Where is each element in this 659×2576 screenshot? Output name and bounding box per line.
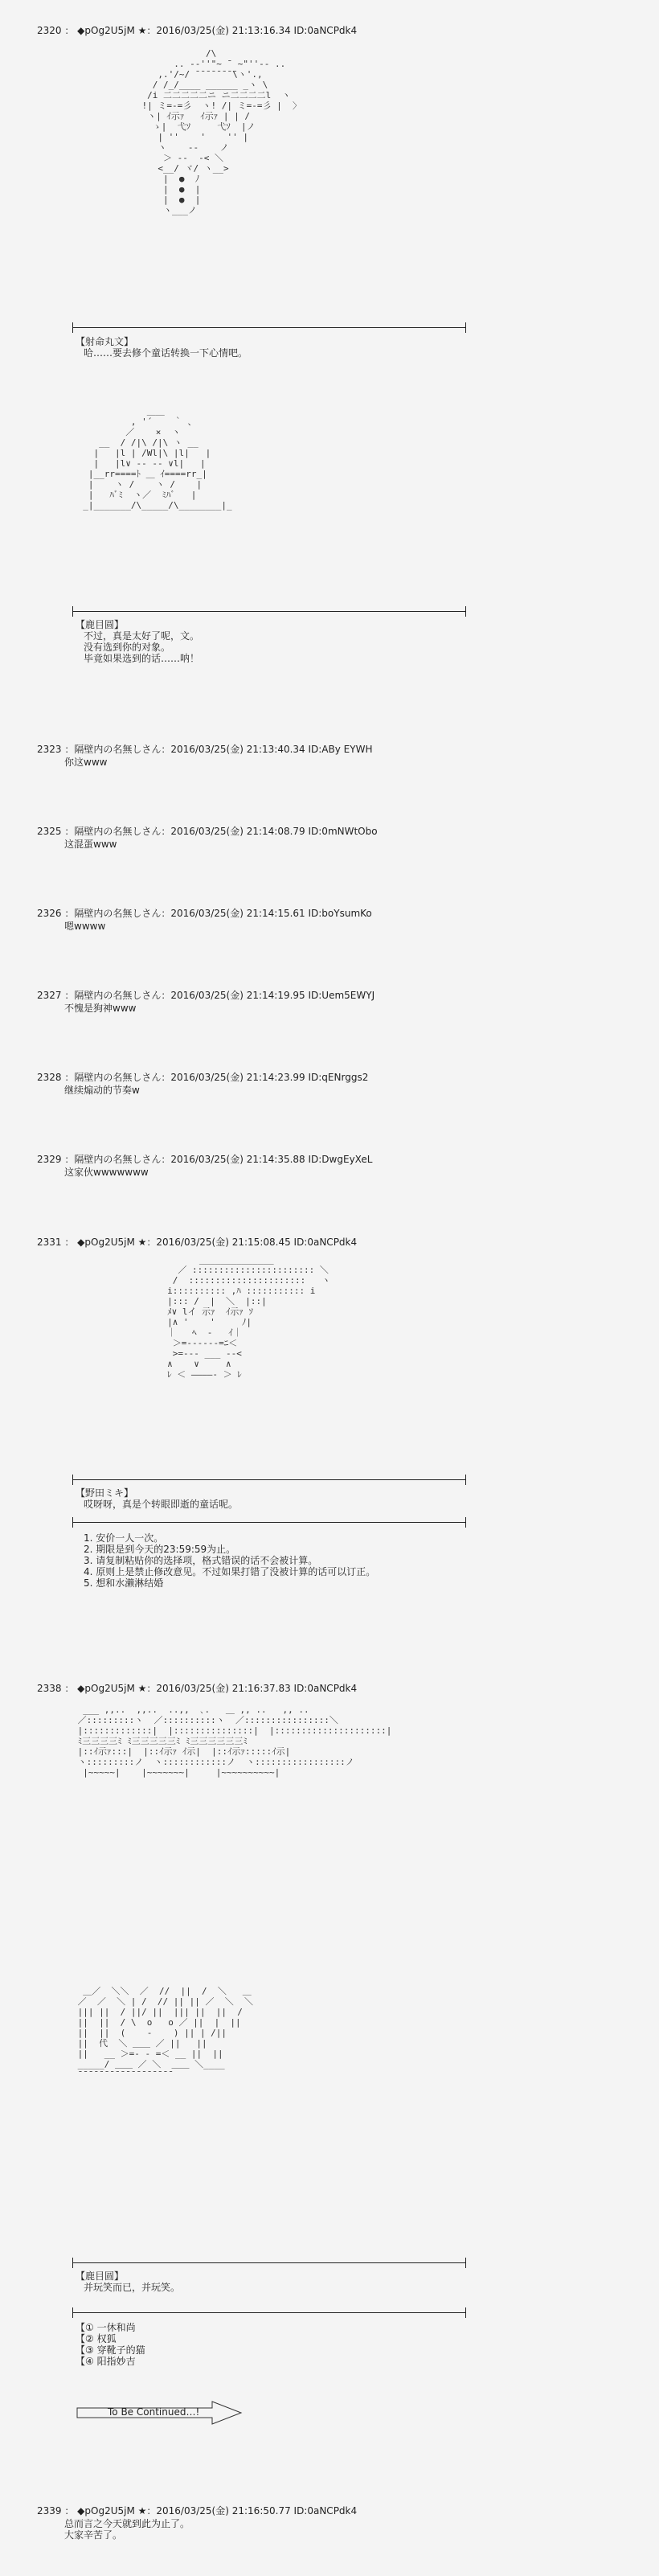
divider (72, 327, 466, 328)
post-header: 2320 ： ◆pOg2U5jM ★：2016/03/25(金) 21:13:16.34 ID:0aNCPdk4 (37, 25, 358, 36)
dialog-text: 哎呀呀，真是个转眼即逝的童话呢。 (84, 1499, 239, 1510)
speaker-label: 【鹿目圆】 (76, 619, 125, 630)
dialog-text: 不过，真是太好了呢，文。 没有选到你的对象。 毕竟如果选到的话……呐！ (84, 630, 200, 664)
speaker-label: 【鹿目圆】 (76, 2270, 125, 2282)
post-header: 2327 ：隔壁内の名無しさん：2016/03/25(金) 21:14:19.95 ID:Uem5EWYJ (37, 990, 375, 1001)
post-body: 这家伙wwwwwww (64, 1167, 149, 1178)
post-header: 2329 ：隔壁内の名無しさん：2016/03/25(金) 21:14:35.88 ID:DwgEyXeL (37, 1154, 373, 1165)
post-body: 总而言之今天就到此为止了。 大家辛苦了。 (64, 2518, 190, 2541)
post-header: 2328 ：隔壁内の名無しさん：2016/03/25(金) 21:14:23.99 ID:qENrggs2 (37, 1072, 369, 1083)
ascii-art-madoka: ＿＿ , '´ ｀ 、 ／ × ヽ __ / /|\ /|\ ヽ __ | |l | /Wl|\ |l| | | |l∨ ‐‐ ‐‐ ∨l| | |__rr====ﾄ ＿ ｲ====rr_| | ヽ / ヽ / | | ﾊﾞﾐ ヽ／ ﾐﾊﾞ | _|_______/\_____/\________|_ (83, 406, 232, 511)
post-body: 不愧是狗神www (64, 1003, 137, 1014)
dialog-text: 哈……要去修个童话转换一下心情吧。 (84, 347, 248, 359)
divider (72, 2262, 466, 2263)
speaker-label: 【野田ミキ】 (76, 1487, 134, 1499)
post-header: 2338 ： ◆pOg2U5jM ★：2016/03/25(金) 21:16:37.83 ID:0aNCPdk4 (37, 1683, 358, 1694)
ascii-art-madoka-closeup: ＿／ ＼＼ ／ // || / ＼ ＿ ／ ／ ＼ | / // || || ／ ＼ ＼ ||| || / ||/ || ||| || || / || || / \ o o ／ || | || || || ( ‐ ) || | /|| || 代 ＼ ＿＿ ／ || || || __ ＞=- - =＜ __ || || _____/ ＿＿ ／ ＼ ＿＿ ＼____ ̄ ̄ ̄ ̄ ̄ ̄ ̄ ̄ ̄ ̄ ̄ ̄ ̄ ̄ ̄ ̄ ̄ ̄ (72, 1986, 253, 2080)
post-body: 继续煽动的节奏w (64, 1085, 140, 1096)
ascii-art-miki: ______________ ／ ::::::::::::::::::::::: ＼ / :::::::::::::::::::::: ヽ i:::::::::: ,ﾊ ::::::::::: i |::: / | ＼ |::| ﾒ∨ lイ 示ｧ ｲ示ｧ ｿ |∧ ' ' ﾉ| ｜ ﾍ ‐ ｲ｜ ＞=‐----‐=ﾆ＜ >=‐-- ___ --< ∧ ∨ ∧ ﾚ ＜ ――――‐ ＞ ﾚ (167, 1254, 331, 1380)
post-body: 这混蛋www (64, 839, 117, 850)
speaker-label: 【射命丸文】 (76, 336, 134, 347)
post-header: 2339 ： ◆pOg2U5jM ★：2016/03/25(金) 21:16:50.77 ID:0aNCPdk4 (37, 2505, 358, 2517)
options-list: 【① 一休和尚 【② 权狐 【③ 穿靴子的猫 【④ 阳指妙吉 (76, 2322, 145, 2367)
post-header: 2326 ：隔壁内の名無しさん：2016/03/25(金) 21:14:15.61 ID:boYsumKo (37, 908, 372, 919)
dialog-text: 并玩笑而已，并玩笑。 (84, 2282, 181, 2293)
divider (72, 2312, 466, 2313)
post-header: 2323 ：隔壁内の名無しさん：2016/03/25(金) 21:13:40.34 ID:ABy EYWH (37, 744, 373, 755)
post-body: 你这www (64, 757, 108, 768)
post-body: 嗯wwww (64, 921, 106, 932)
divider (72, 1479, 466, 1480)
to-be-continued-banner (76, 2400, 244, 2426)
ascii-art-group: ___ ,,.. ,,.. ..,, ､. ＿ ,, .. ,, .. ／:::::::::ヽ ／::::::::::ヽ ／::::::::::::::::＼ |:::::::::::::| |:::::::::::::::| |:::::::::::::::::::::| ﾐ三三三三ﾐ ﾐ三三三三三ﾐ ﾐ三三三三三三ﾐ |::ｲ示ｧ:::| |::ｲ示ｧ ｲ示| |::ｲ示ｧ:::::ｲ示| ヽ:::::::::ノ ヽ::::::::::::ノ ヽ:::::::::::::::::ノ |~~~~~| |~~~~~~~| |~~~~~~~~~~| (77, 1704, 392, 1778)
post-header: 2331 ： ◆pOg2U5jM ★：2016/03/25(金) 21:15:08.45 ID:0aNCPdk4 (37, 1237, 358, 1248)
ascii-art-aya: /\ .. -‐''"~ ̄ ~"''‐- .. ,.'/~/ ̄ ̄ ̄ ̄ ̄ ̄ ̄ ̄\ヽ'., / /_/____ ______ _ヽ \ /i 二二二二二ニ ニ二二二二l ヽ !| ミ=-=彡 ヽ! /| ミ=-=彡 | 〉 ヽ| ｲ示ｧ ｲ示ｧ | | / ゝ| 弋ｿ 弋ｿ |ノ | '' ' '' | ヽ ‐‐ ノ ＞ -‐ ‐< ＼ <__/ ヾ/ ヽ__> | ● ﾉ | ● | | ● | ヽ___ノ (141, 48, 301, 215)
to-be-continued-text: To Be Continued…! (108, 2406, 200, 2418)
post-header: 2325 ：隔壁内の名無しさん：2016/03/25(金) 21:14:08.79 ID:0mNWtObo (37, 826, 378, 837)
divider (72, 611, 466, 612)
rules-list: 1. 安价一人一次。 2. 期限是到今天的23:59:59为止。 3. 请复制粘贴你的选择项，格式错误的话不会被计算。 4. 原则上是禁止修改意见。不过如果打错了没被计算的话可以订正。 5. 想和水濑淋结婚 (84, 1532, 376, 1589)
divider (72, 1522, 466, 1523)
